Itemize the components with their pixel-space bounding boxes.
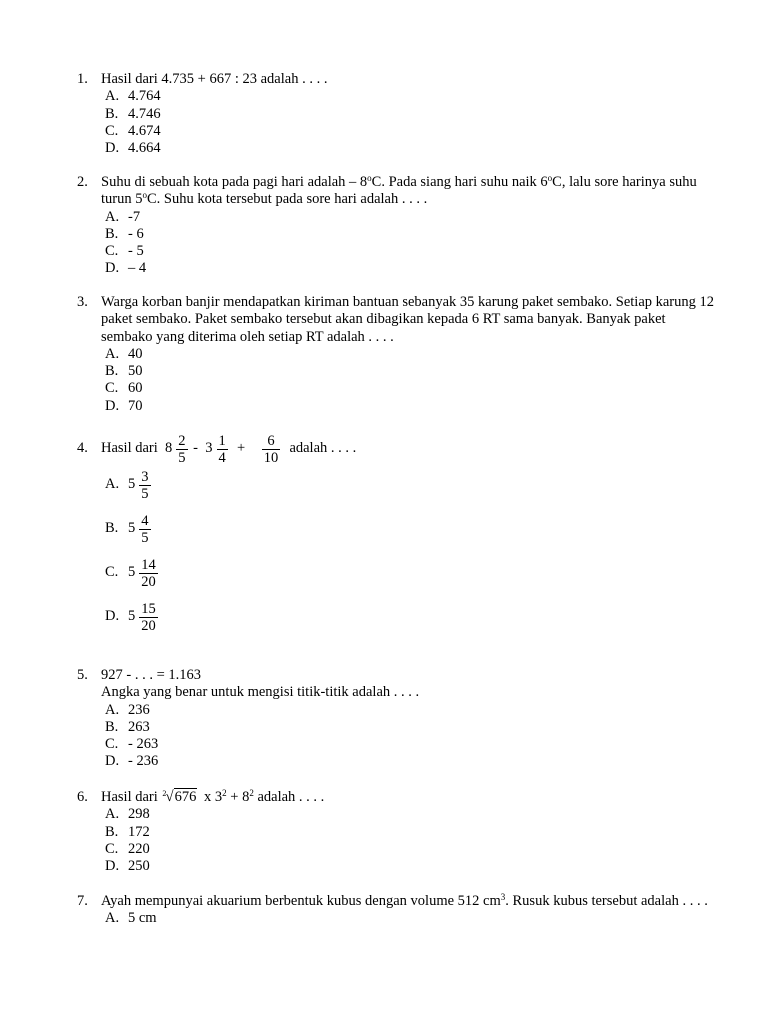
question-text: Hasil dari 4.735 + 667 : 23 adalah . . . . — [101, 71, 328, 87]
option-b: B. 172 — [105, 823, 150, 840]
question-text: Warga korban banjir mendapatkan kiriman bantuan sebanyak 35 karung paket sembako. Setiap karung 12 paket sembako. Paket sembako tersebut akan dibagikan kepada 6 RT sama banyak. Banyak paket sembako yang diterima oleh setiap RT adalah . . . . — [101, 294, 715, 345]
option-d: D. 4.664 — [105, 140, 161, 157]
option-c: C. 60 — [105, 380, 143, 397]
option-a: A. 5 cm — [105, 910, 157, 927]
fraction: $\frac{1}{4}$ — [218, 432, 226, 466]
option-c: C. 220 — [105, 840, 150, 857]
question-1 — [77, 71, 717, 157]
question-6 — [77, 789, 717, 875]
option-d: D. – 4 — [105, 260, 147, 277]
fraction: $\frac{15}{20}$ — [141, 600, 156, 634]
option-d: D. 250 — [105, 858, 150, 875]
option-c: C. - 263 — [105, 736, 159, 753]
question-text: 4. Hasil dari 8 $\frac{2}{5}$ - 3 $\frac{1}{4}$ + $\frac{6}{10}$ adalah . . . . — [77, 432, 357, 466]
option-b: B. 263 — [105, 718, 150, 735]
option-c: C. - 5 — [105, 243, 144, 260]
question-number: 4. — [77, 440, 88, 457]
question-equation: 927 - . . . = 1.163 — [101, 667, 202, 683]
option-a: A. 5 $\frac{3}{5}$ — [105, 468, 149, 502]
fraction: $\frac{3}{5}$ — [141, 468, 149, 502]
question-3 — [77, 294, 717, 415]
root-expression: 2 √676 — [162, 789, 197, 805]
question-number: 3. — [77, 294, 88, 310]
fraction: $\frac{14}{20}$ — [141, 556, 156, 590]
question-number: 7. — [77, 893, 88, 909]
question-number: 5. — [77, 667, 88, 683]
option-a: A. 40 — [105, 345, 143, 362]
fraction: $\frac{6}{10}$ — [263, 432, 279, 466]
option-d: D. 5 $\frac{15}{20}$ — [105, 600, 156, 634]
option-b: B. 5 $\frac{4}{5}$ — [105, 512, 149, 546]
option-b: B. 4.746 — [105, 105, 161, 122]
question-text: Angka yang benar untuk mengisi titik-titik adalah . . . . — [101, 684, 420, 701]
question-5 — [77, 667, 717, 771]
option-c: C. 5 $\frac{14}{20}$ — [105, 556, 156, 590]
option-a: A. -7 — [105, 208, 141, 225]
fraction: $\frac{2}{5}$ — [178, 432, 186, 466]
question-7 — [77, 893, 717, 928]
question-4 — [77, 431, 717, 635]
fraction: $\frac{4}{5}$ — [141, 512, 149, 546]
option-a: A. 4.764 — [105, 88, 161, 105]
option-d: D. 70 — [105, 397, 143, 414]
question-2 — [77, 174, 717, 278]
question-text: Suhu di sebuah kota pada pagi hari adalah – 8$^o$C. Pada siang hari suhu naik 6$^o$C, lalu sore harinya suhu turun 5$^o$C. Suhu kota tersebut pada sore hari adalah . . . . — [101, 173, 697, 208]
option-a: A. 236 — [105, 701, 150, 718]
option-b: B. 50 — [105, 363, 143, 380]
question-text: Ayah mempunyai akuarium berbentuk kubus dengan volume 512 $cm^3$. Rusuk kubus tersebut adalah . . . . — [101, 892, 708, 909]
option-d: D. - 236 — [105, 753, 159, 770]
question-number: 6. — [77, 789, 88, 805]
option-b: B. - 6 — [105, 225, 144, 242]
question-number: 1. — [77, 71, 88, 87]
question-number: 2. — [77, 174, 88, 190]
option-a: A. 298 — [105, 806, 150, 823]
option-c: C. 4.674 — [105, 122, 161, 139]
question-text: Hasil dari 2 √676 x $3^2 + 8^2$ adalah . . . . — [101, 788, 325, 805]
